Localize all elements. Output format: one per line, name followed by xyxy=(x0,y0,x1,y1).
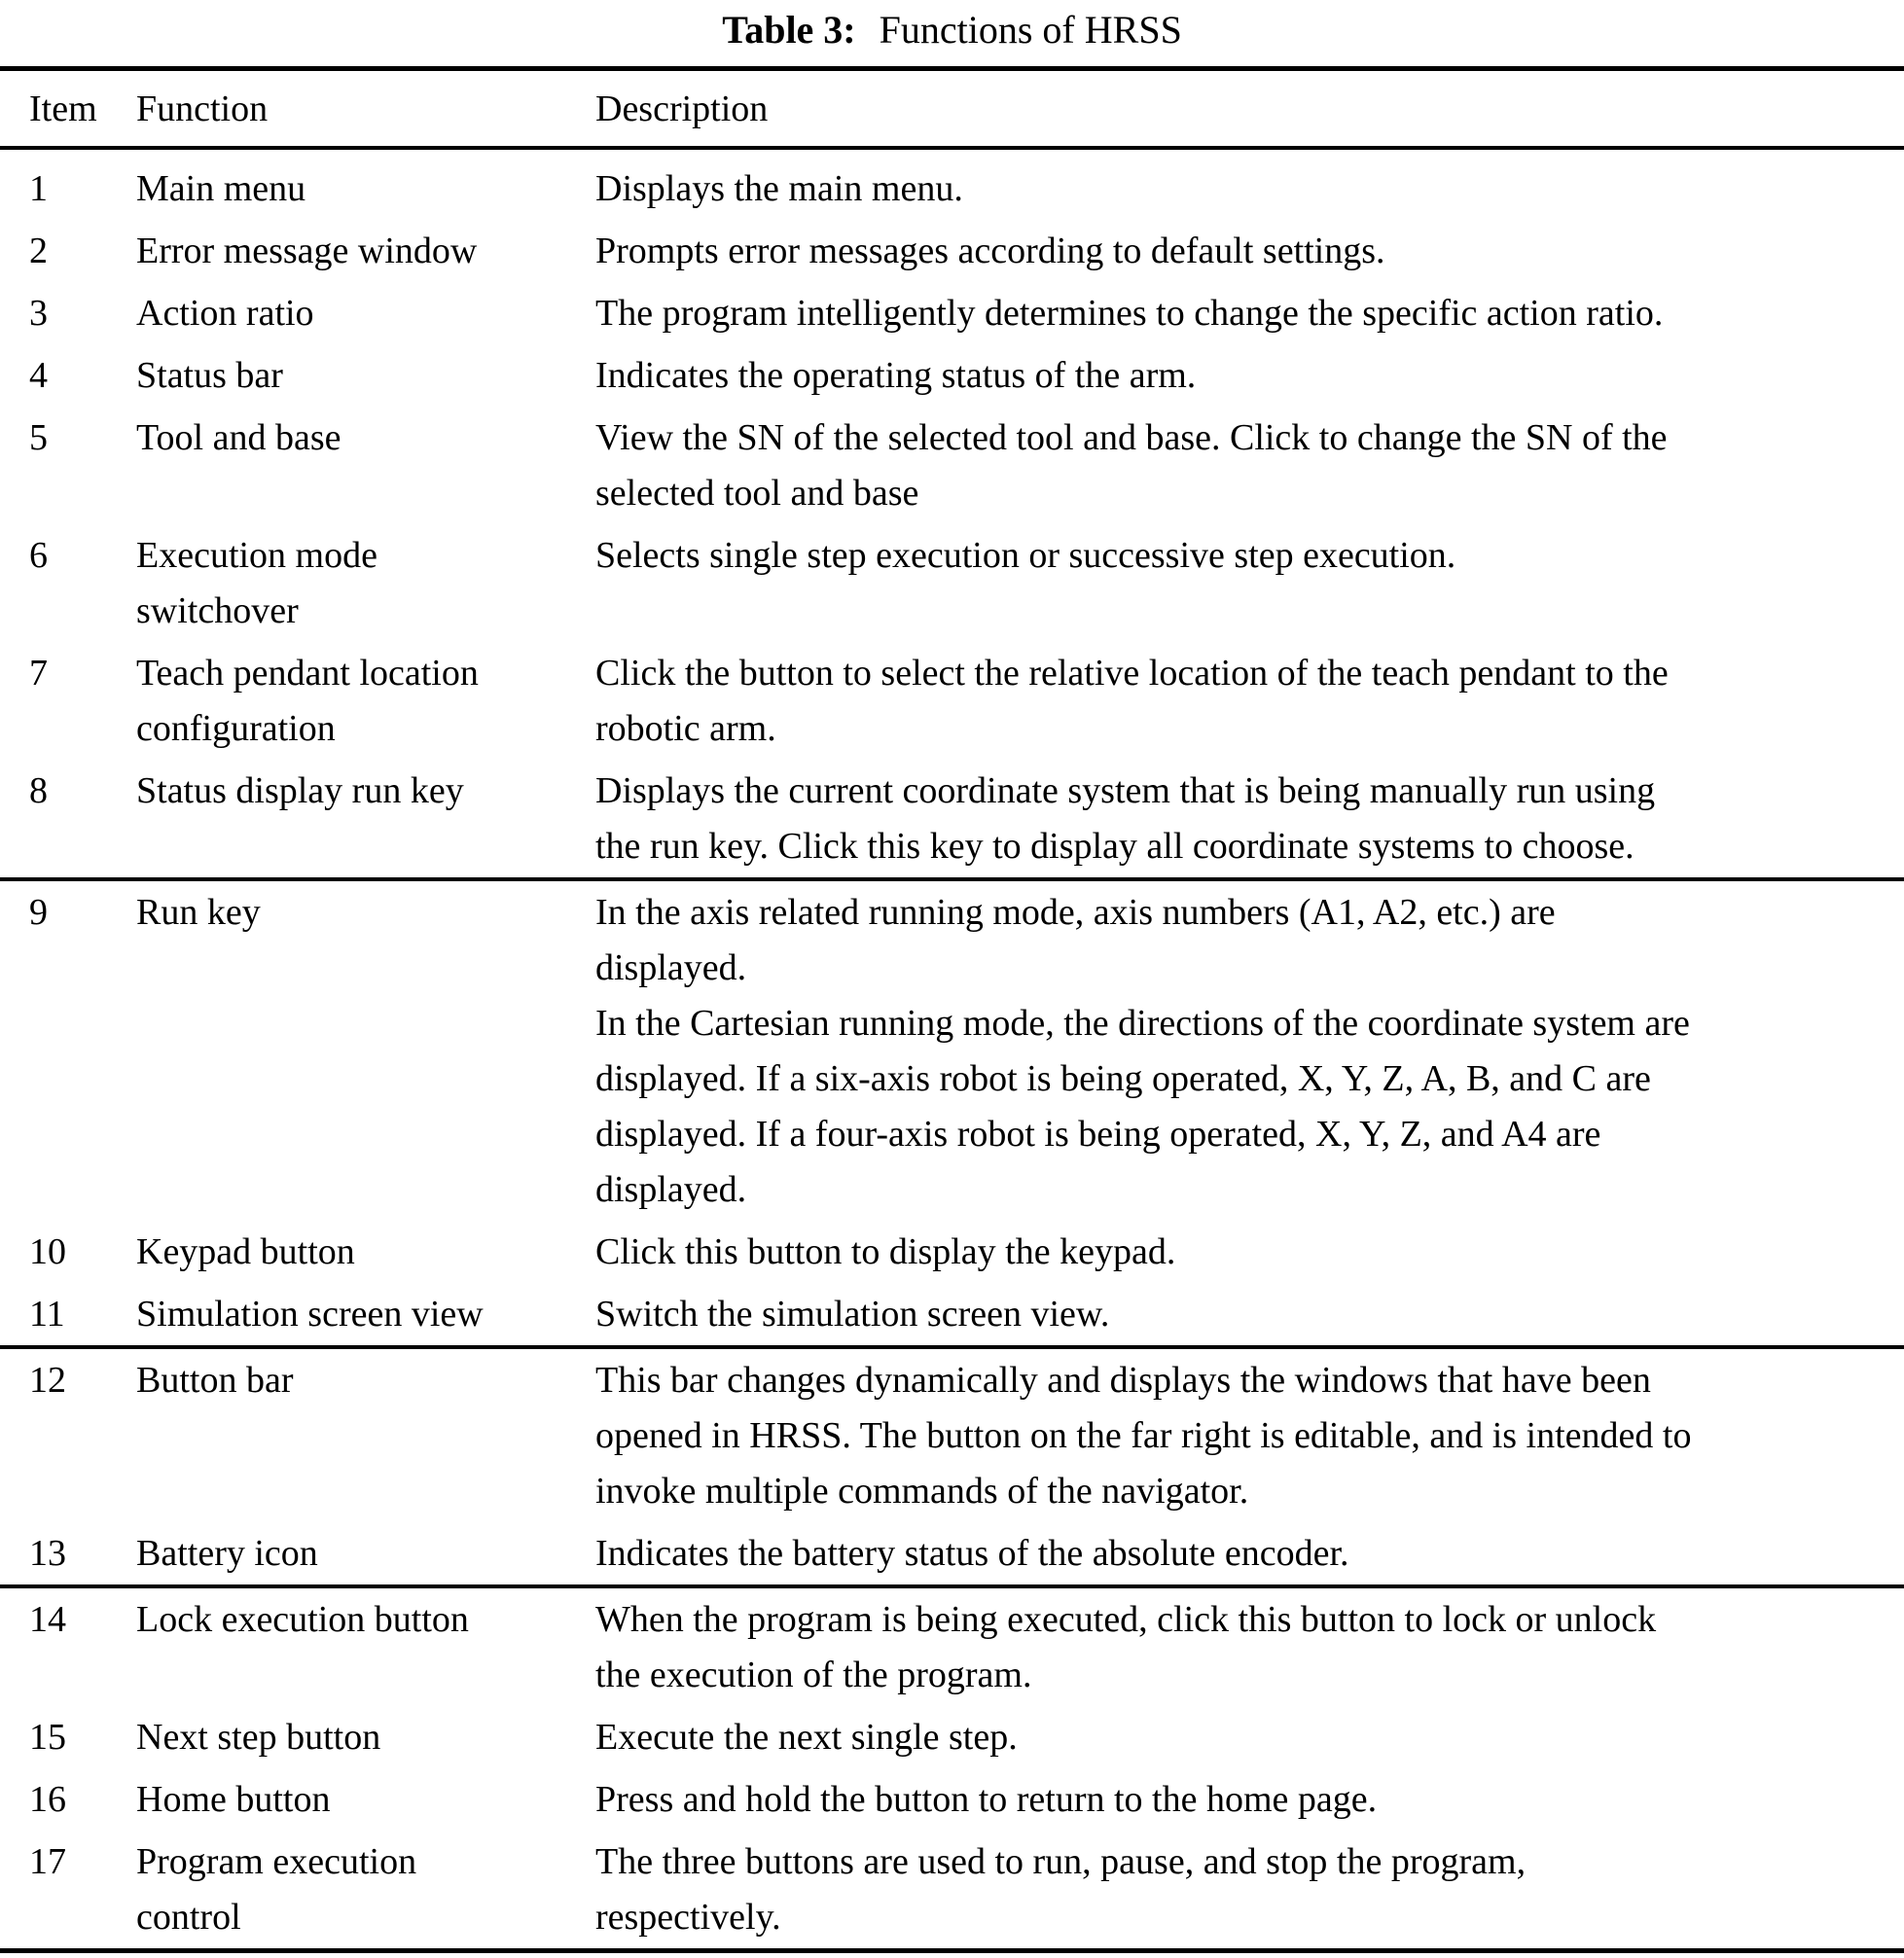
table-row xyxy=(0,1768,1904,1831)
column-header-item: Item xyxy=(29,89,97,129)
item-cell: 4 xyxy=(29,355,48,396)
item-cell: 16 xyxy=(29,1779,66,1820)
description-cell xyxy=(595,161,1904,217)
item-cell: 6 xyxy=(29,535,48,576)
function-line: Keypad button xyxy=(136,1231,355,1272)
table-row xyxy=(0,407,1904,524)
function-cell xyxy=(136,224,595,279)
description-line: Displays the main menu. xyxy=(595,168,963,209)
description-line: This bar changes dynamically and displays the windows that have been xyxy=(595,1360,1651,1401)
function-cell xyxy=(136,1592,595,1703)
item-cell: 1 xyxy=(29,168,48,209)
description-line: invoke multiple commands of the navigator. xyxy=(595,1471,1249,1512)
description-line: Indicates the battery status of the absolute encoder. xyxy=(595,1533,1349,1574)
description-line: In the axis related running mode, axis numbers (A1, A2, etc.) are xyxy=(595,892,1556,933)
item-cell: 14 xyxy=(29,1599,66,1640)
table-caption-text: Functions of HRSS xyxy=(879,8,1182,52)
description-cell xyxy=(595,764,1904,874)
table-row xyxy=(0,760,1904,877)
item-cell: 15 xyxy=(29,1717,66,1758)
table-row xyxy=(0,220,1904,282)
description-line: View the SN of the selected tool and base. Click to change the SN of the xyxy=(595,417,1668,458)
item-cell: 13 xyxy=(29,1533,66,1574)
description-cell xyxy=(595,1287,1904,1342)
description-cell xyxy=(595,410,1904,521)
item-cell: 8 xyxy=(29,770,48,811)
description-cell xyxy=(595,1772,1904,1828)
function-line: Button bar xyxy=(136,1360,294,1401)
column-header-function: Function xyxy=(136,89,269,129)
description-cell xyxy=(595,286,1904,341)
description-line: respectively. xyxy=(595,1897,781,1938)
table-row xyxy=(0,1831,1904,1948)
description-line: In the Cartesian running mode, the directions of the coordinate system are xyxy=(595,1003,1690,1044)
description-cell xyxy=(595,885,1904,1218)
function-cell xyxy=(136,410,595,521)
function-cell xyxy=(136,1834,595,1945)
function-line: Program execution xyxy=(136,1841,417,1882)
description-line: Press and hold the button to return to the home page. xyxy=(595,1779,1378,1820)
description-line: the run key. Click this key to display all coordinate systems to choose. xyxy=(595,826,1635,867)
table-row xyxy=(0,1588,1904,1706)
table-row xyxy=(0,1349,1904,1522)
function-line: Tool and base xyxy=(136,417,341,458)
function-cell xyxy=(136,1526,595,1582)
table-row xyxy=(0,881,1904,1221)
description-cell xyxy=(595,1710,1904,1765)
description-cell xyxy=(595,1592,1904,1703)
description-line: opened in HRSS. The button on the far right is editable, and is intended to xyxy=(595,1415,1692,1456)
description-line: robotic arm. xyxy=(595,708,776,749)
function-cell xyxy=(136,885,595,1218)
function-line: switchover xyxy=(136,590,299,631)
description-line: Displays the current coordinate system that is being manually run using xyxy=(595,770,1656,811)
description-line: displayed. xyxy=(595,1169,747,1210)
function-cell xyxy=(136,161,595,217)
description-line: The three buttons are used to run, pause, and stop the program, xyxy=(595,1841,1527,1882)
function-line: configuration xyxy=(136,708,336,749)
function-line: Home button xyxy=(136,1779,331,1820)
table-caption-label: Table 3: xyxy=(722,8,856,52)
description-line: the execution of the program. xyxy=(595,1655,1032,1695)
function-line: Action ratio xyxy=(136,293,314,334)
description-cell xyxy=(595,528,1904,639)
item-cell: 5 xyxy=(29,417,48,458)
table-row xyxy=(0,344,1904,407)
item-cell: 10 xyxy=(29,1231,66,1272)
function-line: Teach pendant location xyxy=(136,653,479,694)
table-header-rule xyxy=(0,146,1904,150)
table-row xyxy=(0,282,1904,344)
table-row xyxy=(0,642,1904,760)
description-cell xyxy=(595,1834,1904,1945)
item-cell: 9 xyxy=(29,892,48,933)
function-cell xyxy=(136,348,595,404)
item-cell: 17 xyxy=(29,1841,66,1882)
table-row xyxy=(0,1522,1904,1584)
function-cell xyxy=(136,1772,595,1828)
description-line: displayed. If a six-axis robot is being operated, X, Y, Z, A, B, and C are xyxy=(595,1058,1651,1099)
description-line: Indicates the operating status of the arm. xyxy=(595,355,1197,396)
description-line: displayed. If a four-axis robot is being operated, X, Y, Z, and A4 are xyxy=(595,1114,1601,1155)
description-line: Selects single step execution or successive step execution. xyxy=(595,535,1456,576)
item-cell: 2 xyxy=(29,231,48,271)
function-line: Status display run key xyxy=(136,770,464,811)
function-cell xyxy=(136,528,595,639)
function-cell xyxy=(136,1353,595,1519)
table-row xyxy=(0,1221,1904,1283)
description-line: Switch the simulation screen view. xyxy=(595,1294,1110,1335)
function-line: Run key xyxy=(136,892,261,933)
description-line: Prompts error messages according to default settings. xyxy=(595,231,1385,271)
table-row xyxy=(0,158,1904,220)
table-header-row xyxy=(0,71,1904,146)
function-line: control xyxy=(136,1897,241,1938)
item-cell: 12 xyxy=(29,1360,66,1401)
function-cell xyxy=(136,764,595,874)
function-cell xyxy=(136,286,595,341)
column-header-description: Description xyxy=(595,89,769,129)
function-line: Simulation screen view xyxy=(136,1294,484,1335)
table-body xyxy=(0,158,1904,1948)
description-cell xyxy=(595,1526,1904,1582)
table-row xyxy=(0,1706,1904,1768)
description-line: Click this button to display the keypad. xyxy=(595,1231,1176,1272)
description-cell xyxy=(595,1225,1904,1280)
item-cell: 11 xyxy=(29,1294,65,1335)
function-line: Lock execution button xyxy=(136,1599,469,1640)
function-line: Execution mode xyxy=(136,535,377,576)
table-caption xyxy=(0,6,1904,54)
function-cell xyxy=(136,1710,595,1765)
table-bottom-rule xyxy=(0,1948,1904,1953)
description-line: Click the button to select the relative location of the teach pendant to the xyxy=(595,653,1669,694)
description-line: When the program is being executed, click this button to lock or unlock xyxy=(595,1599,1657,1640)
function-line: Main menu xyxy=(136,168,306,209)
function-line: Battery icon xyxy=(136,1533,318,1574)
description-line: displayed. xyxy=(595,947,747,988)
description-line: The program intelligently determines to change the specific action ratio. xyxy=(595,293,1664,334)
description-line: Execute the next single step. xyxy=(595,1717,1018,1758)
function-line: Error message window xyxy=(136,231,478,271)
description-cell xyxy=(595,1353,1904,1519)
function-line: Status bar xyxy=(136,355,283,396)
description-cell xyxy=(595,224,1904,279)
table-row xyxy=(0,524,1904,642)
description-cell xyxy=(595,646,1904,757)
description-cell xyxy=(595,348,1904,404)
function-cell xyxy=(136,1287,595,1342)
function-cell xyxy=(136,646,595,757)
item-cell: 3 xyxy=(29,293,48,334)
item-cell: 7 xyxy=(29,653,48,694)
table-row xyxy=(0,1283,1904,1345)
description-line: selected tool and base xyxy=(595,473,919,514)
function-line: Next step button xyxy=(136,1717,381,1758)
function-cell xyxy=(136,1225,595,1280)
